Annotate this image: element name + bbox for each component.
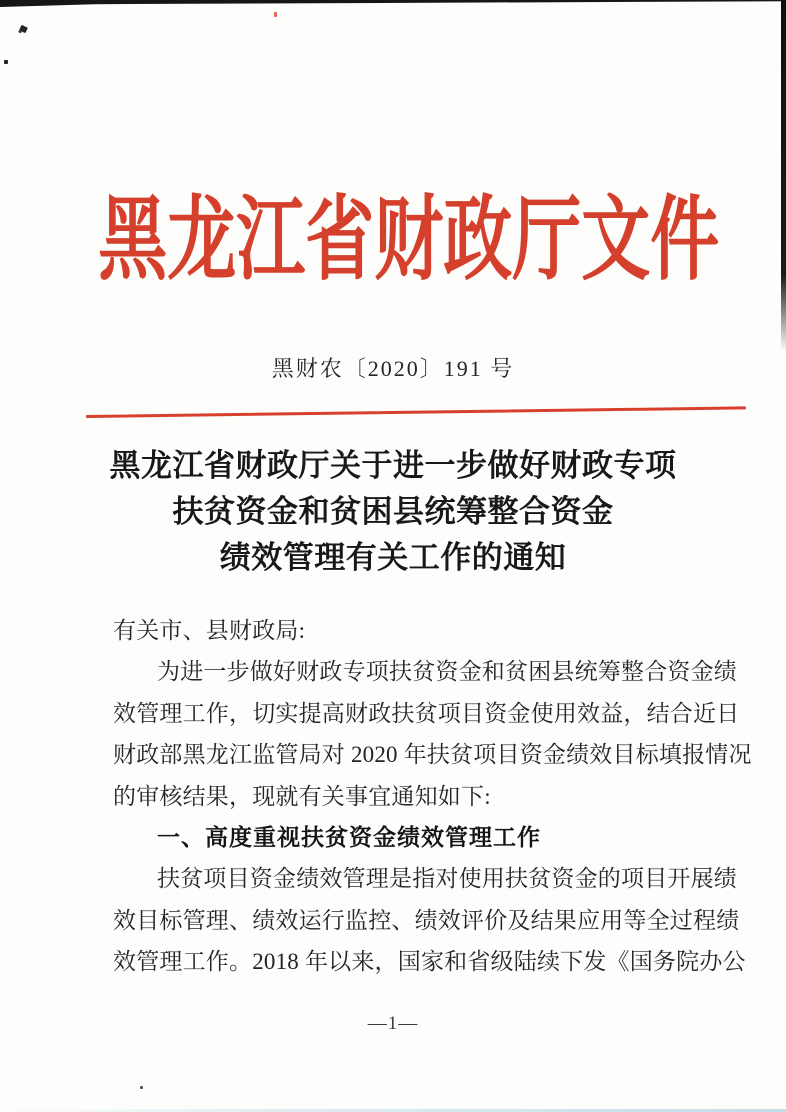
document-title xyxy=(0,443,786,581)
body-line: 效管理工作，切实提高财政扶贫项目资金使用效益，结合近日 xyxy=(113,700,740,726)
scan-speck xyxy=(274,12,277,17)
body-line: 效目标管理、绩效运行监控、绩效评价及结果应用等全过程绩 xyxy=(113,907,740,933)
scan-edge-top xyxy=(0,0,786,7)
body-line: 为进一步做好财政专项扶贫资金和贫困县统筹整合资金绩 xyxy=(157,659,737,685)
scan-smudge xyxy=(4,60,8,64)
body-line: 的审核结果，现就有关事宜通知如下: xyxy=(113,783,491,809)
document-body xyxy=(113,610,752,983)
title-line: 扶贫资金和贫困县统筹整合资金 xyxy=(172,494,614,529)
title-line: 黑龙江省财政厅关于进一步做好财政专项 xyxy=(109,448,677,483)
scan-smudge xyxy=(19,25,28,33)
section-heading: 一、高度重视扶贫资金绩效管理工作 xyxy=(157,824,541,851)
salutation: 有关市、县财政局: xyxy=(113,618,306,643)
body-line: 效管理工作。2018 年以来，国家和省级陆续下发《国务院办公 xyxy=(113,949,746,975)
body-line: 扶贫项目资金绩效管理是指对使用扶贫资金的项目开展绩 xyxy=(157,866,737,892)
red-rule xyxy=(86,406,746,418)
document-number: 黑财农〔2020〕191 号 xyxy=(271,356,515,381)
letterhead-title: 黑龙江省财政厅文件 xyxy=(98,189,720,291)
body-line: 财政部黑龙江监管局对 2020 年扶贫项目资金绩效目标填报情况 xyxy=(113,742,752,768)
scan-edge-right xyxy=(781,0,786,352)
page-number: —1— xyxy=(367,1013,419,1034)
title-line: 绩效管理有关工作的通知 xyxy=(219,540,567,575)
scan-smudge xyxy=(140,1086,143,1089)
